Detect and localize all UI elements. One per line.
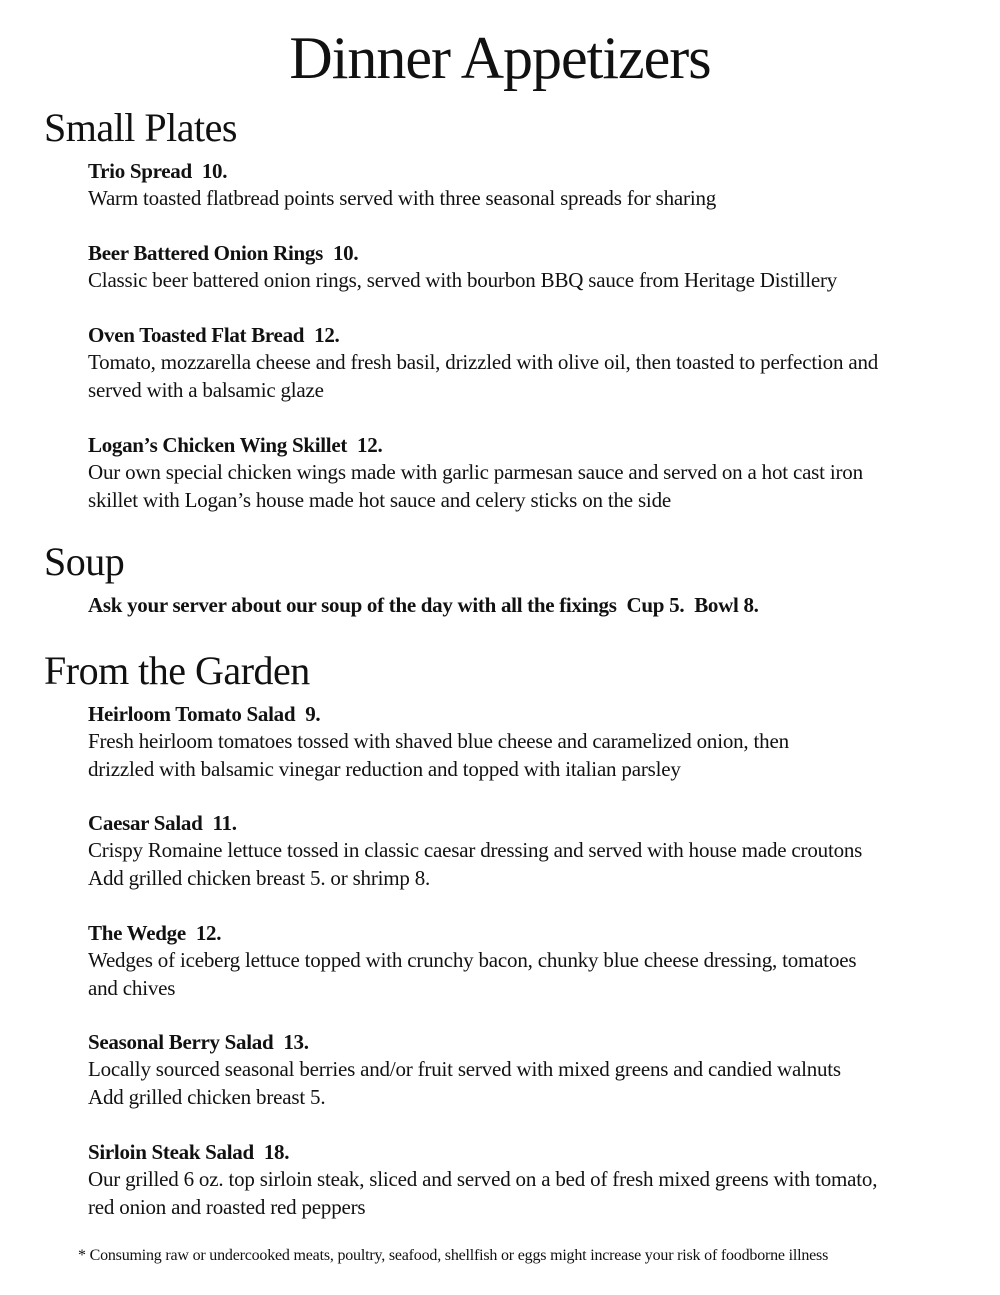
item-name: Sirloin Steak Salad <box>88 1140 254 1164</box>
item-price: 11. <box>212 811 237 835</box>
soup-text: Ask your server about our soup of the day with all the fixings <box>88 593 617 617</box>
section-heading-soup: Soup <box>44 539 125 584</box>
item-name: Beer Battered Onion Rings <box>88 241 323 265</box>
item-description: Warm toasted flatbread points served with three seasonal spreads for sharing <box>88 186 717 210</box>
item-name: Heirloom Tomato Salad <box>88 702 296 726</box>
soup-cup-price: Cup 5. <box>626 593 685 617</box>
menu-item <box>88 810 968 892</box>
menu-item <box>88 1139 968 1221</box>
item-price: 10. <box>332 241 359 265</box>
soup-bowl-price: Bowl 8. <box>694 593 759 617</box>
item-description: Tomato, mozzarella cheese and fresh basil, drizzled with olive oil, then toasted to perfection and served with a balsamic glaze <box>88 350 879 402</box>
item-name: Trio Spread <box>88 159 192 183</box>
menu-item <box>88 240 968 295</box>
item-price: 13. <box>283 1030 309 1054</box>
item-price: 12. <box>195 921 222 945</box>
item-name-line <box>88 1139 968 1166</box>
item-name-line <box>88 810 968 837</box>
item-name: Seasonal Berry Salad <box>88 1030 274 1054</box>
item-name-line <box>88 322 968 349</box>
item-name: Oven Toasted Flat Bread <box>88 323 305 347</box>
item-price: 9. <box>305 702 321 726</box>
item-description: Our grilled 6 oz. top sirloin steak, sliced and served on a bed of fresh mixed greens with tomato, red onion and roasted red peppers <box>88 1167 878 1219</box>
section-heading-garden: From the Garden <box>44 648 310 693</box>
item-description: Locally sourced seasonal berries and/or fruit served with mixed greens and candied walnuts Add grilled chicken breast 5. <box>88 1057 841 1109</box>
item-description: Fresh heirloom tomatoes tossed with shaved blue cheese and caramelized onion, then drizzled with balsamic vinegar reduction and topped with italian parsley <box>88 729 789 781</box>
item-price: 18. <box>263 1140 290 1164</box>
soup-description <box>88 593 759 618</box>
item-price: 12. <box>314 323 340 347</box>
section-heading-small-plates: Small Plates <box>44 105 237 150</box>
item-name: Logan’s Chicken Wing Skillet <box>88 433 348 457</box>
item-description: Wedges of iceberg lettuce topped with crunchy bacon, chunky blue cheese dressing, tomatoes and chives <box>88 948 857 1000</box>
menu-item <box>88 158 968 213</box>
item-name: The Wedge <box>88 921 186 945</box>
page-title: Dinner Appetizers <box>289 25 711 91</box>
item-name-line <box>88 701 968 728</box>
footnote-disclaimer: * Consuming raw or undercooked meats, poultry, seafood, shellfish or eggs might increase your risk of foodborne illness <box>78 1247 829 1264</box>
item-name-line <box>88 240 968 267</box>
item-name: Caesar Salad <box>88 811 203 835</box>
menu-item <box>88 701 968 783</box>
item-price: 10. <box>201 159 228 183</box>
item-name-line <box>88 920 968 947</box>
menu-item <box>88 1029 968 1111</box>
item-description: Classic beer battered onion rings, served with bourbon BBQ sauce from Heritage Distillery <box>88 268 838 292</box>
item-description: Crispy Romaine lettuce tossed in classic caesar dressing and served with house made croutons Add grilled chicken breast 5. or shrimp 8. <box>88 838 863 890</box>
item-name-line <box>88 1029 968 1056</box>
item-price: 12. <box>357 433 383 457</box>
item-name-line <box>88 158 968 185</box>
item-description: Our own special chicken wings made with garlic parmesan sauce and served on a hot cast iron skillet with Logan’s house made hot sauce and celery sticks on the side <box>88 460 863 512</box>
menu-item <box>88 920 968 1002</box>
menu-item <box>88 432 968 514</box>
item-name-line <box>88 432 968 459</box>
menu-item <box>88 322 968 404</box>
